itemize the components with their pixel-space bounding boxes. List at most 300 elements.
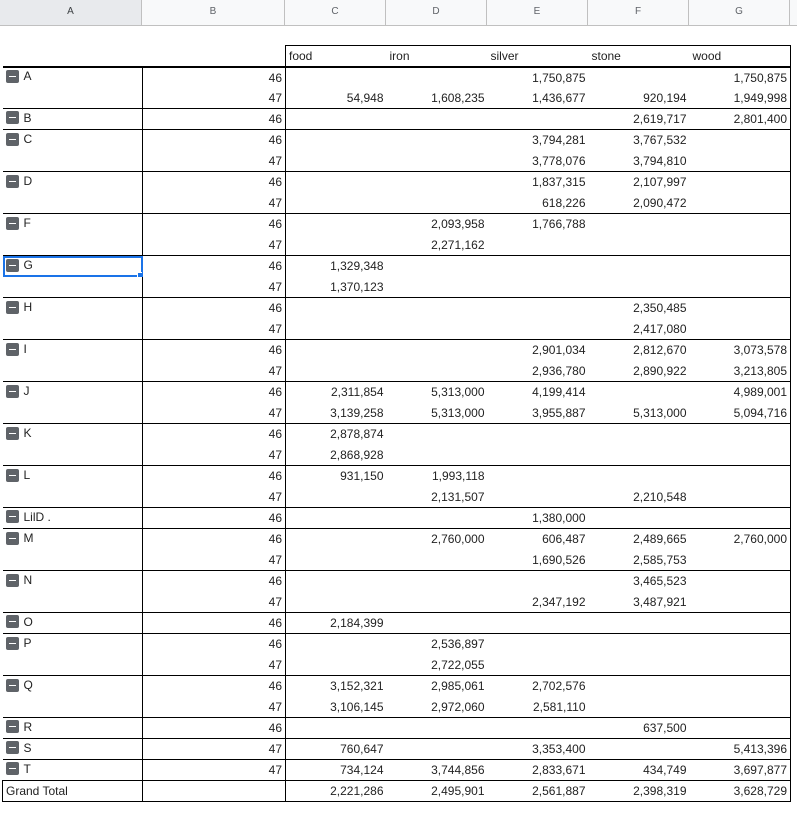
value-cell[interactable] xyxy=(690,508,791,529)
value-cell[interactable]: 3,487,921 xyxy=(633,594,687,609)
value-cell[interactable] xyxy=(286,487,387,508)
value-cell[interactable]: 1,949,998 xyxy=(690,88,791,109)
pivot-row xyxy=(3,403,791,424)
value-cell[interactable] xyxy=(488,445,589,466)
column-header-f[interactable]: F xyxy=(588,0,689,25)
group-cell[interactable] xyxy=(3,193,143,214)
value-cell[interactable] xyxy=(690,256,791,277)
group-cell[interactable] xyxy=(3,466,143,487)
value-cell[interactable] xyxy=(690,466,791,487)
row-key-cell[interactable]: 47 xyxy=(143,655,286,676)
value-cell[interactable]: 5,313,000 xyxy=(387,382,488,403)
value-cell[interactable] xyxy=(387,613,488,634)
value-cell[interactable]: 5,313,000 xyxy=(633,405,687,420)
group-cell[interactable] xyxy=(3,634,143,655)
group-header xyxy=(6,342,27,356)
value-cell[interactable] xyxy=(286,529,387,550)
value-cell[interactable]: 3,767,532 xyxy=(589,130,690,151)
value-cell[interactable] xyxy=(286,361,387,382)
value-cell[interactable] xyxy=(589,67,690,88)
value-cell[interactable] xyxy=(589,697,690,718)
value-cell[interactable]: 3,073,578 xyxy=(690,340,791,361)
grand-total-label[interactable]: Grand Total xyxy=(3,781,143,802)
value-cell[interactable] xyxy=(387,256,488,277)
value-cell[interactable]: 618,226 xyxy=(542,195,586,210)
pivot-row xyxy=(3,613,791,634)
value-cell[interactable]: 1,750,875 xyxy=(690,67,791,88)
value-cell[interactable]: 2,878,874 xyxy=(286,424,387,445)
value-cell[interactable] xyxy=(286,193,387,214)
value-cell[interactable] xyxy=(690,592,791,613)
value-cell[interactable] xyxy=(387,550,488,571)
value-cell[interactable]: 2,619,717 xyxy=(589,109,690,130)
value-cell[interactable] xyxy=(488,256,589,277)
selection-fill-handle[interactable] xyxy=(137,272,143,277)
value-cell[interactable] xyxy=(387,445,488,466)
value-cell[interactable] xyxy=(589,214,690,235)
value-cell[interactable] xyxy=(690,235,791,256)
value-cell[interactable] xyxy=(387,109,488,130)
group-cell[interactable] xyxy=(3,340,143,361)
value-cell[interactable] xyxy=(488,298,589,319)
row-key-cell[interactable]: 46 xyxy=(143,634,286,655)
collapse-icon[interactable] xyxy=(6,741,19,754)
row-key-cell[interactable]: 47 xyxy=(143,361,286,382)
value-cell[interactable] xyxy=(387,193,488,214)
group-cell[interactable] xyxy=(3,88,143,109)
value-cell[interactable] xyxy=(690,151,791,172)
group-cell[interactable] xyxy=(3,130,143,151)
group-cell[interactable] xyxy=(3,235,143,256)
value-cell[interactable]: 2,936,780 xyxy=(532,363,586,378)
value-cell[interactable]: 3,106,145 xyxy=(330,699,384,714)
row-key-cell[interactable]: 46 xyxy=(143,424,286,445)
collapse-icon[interactable] xyxy=(6,510,19,523)
value-cell[interactable]: 3,465,523 xyxy=(589,571,690,592)
value-cell[interactable] xyxy=(690,613,791,634)
row-key-cell[interactable]: 46 xyxy=(143,466,286,487)
group-cell[interactable] xyxy=(3,508,143,529)
value-cell[interactable] xyxy=(589,256,690,277)
value-cell[interactable]: 4,199,414 xyxy=(488,382,589,403)
row-key-cell[interactable]: 46 xyxy=(143,676,286,697)
collapse-icon[interactable] xyxy=(6,720,19,733)
value-cell[interactable] xyxy=(488,109,589,130)
group-cell[interactable] xyxy=(3,277,143,298)
pivot-column-header-4[interactable]: wood xyxy=(690,46,791,67)
value-cell[interactable]: 2,107,997 xyxy=(589,172,690,193)
value-cell[interactable]: 1,766,788 xyxy=(488,214,589,235)
group-cell[interactable] xyxy=(3,151,143,172)
value-cell[interactable] xyxy=(690,424,791,445)
pivot-row xyxy=(3,130,791,151)
value-cell[interactable]: 2,833,671 xyxy=(488,760,589,781)
group-cell[interactable] xyxy=(3,382,143,403)
value-cell[interactable] xyxy=(690,718,791,739)
group-cell[interactable] xyxy=(3,592,143,613)
collapse-icon[interactable] xyxy=(6,175,19,188)
value-cell[interactable] xyxy=(488,235,589,256)
value-cell[interactable]: 1,837,315 xyxy=(488,172,589,193)
pivot-column-header-2[interactable]: silver xyxy=(488,46,589,67)
value-cell[interactable]: 2,093,958 xyxy=(387,214,488,235)
value-cell[interactable] xyxy=(286,508,387,529)
value-cell[interactable] xyxy=(387,424,488,445)
group-cell[interactable] xyxy=(3,655,143,676)
group-header xyxy=(6,384,30,398)
value-cell[interactable]: 2,581,110 xyxy=(533,699,586,714)
value-cell[interactable] xyxy=(589,277,690,298)
grand-total-value[interactable]: 3,628,729 xyxy=(690,781,791,802)
value-cell[interactable] xyxy=(387,718,488,739)
value-cell[interactable]: 5,313,000 xyxy=(431,405,485,420)
value-cell[interactable] xyxy=(286,571,387,592)
value-cell[interactable]: 3,794,810 xyxy=(633,153,687,168)
value-cell[interactable]: 3,778,076 xyxy=(532,153,586,168)
value-cell[interactable] xyxy=(286,319,387,340)
pivot-row xyxy=(3,109,791,130)
value-cell[interactable] xyxy=(488,487,589,508)
value-cell[interactable]: 3,213,805 xyxy=(690,361,791,382)
group-cell[interactable] xyxy=(3,739,143,760)
value-cell[interactable] xyxy=(690,277,791,298)
group-label: T xyxy=(23,761,31,776)
value-cell[interactable] xyxy=(286,592,387,613)
row-key-cell[interactable]: 47 xyxy=(143,739,286,760)
collapse-icon[interactable] xyxy=(6,469,19,482)
value-cell[interactable]: 2,347,192 xyxy=(532,594,586,609)
value-cell[interactable] xyxy=(690,655,791,676)
value-cell[interactable]: 2,760,000 xyxy=(387,529,488,550)
collapse-icon[interactable] xyxy=(6,259,19,272)
collapse-icon[interactable] xyxy=(6,301,19,314)
collapse-icon[interactable] xyxy=(6,762,19,775)
value-cell[interactable] xyxy=(690,298,791,319)
value-cell[interactable]: 1,690,526 xyxy=(532,552,586,567)
group-cell[interactable] xyxy=(3,214,143,235)
value-cell[interactable]: 1,329,348 xyxy=(286,256,387,277)
row-key-cell[interactable]: 46 xyxy=(143,613,286,634)
grand-total-value[interactable]: 2,495,901 xyxy=(387,781,488,802)
value-cell[interactable] xyxy=(387,340,488,361)
value-cell[interactable] xyxy=(690,445,791,466)
value-cell[interactable] xyxy=(488,613,589,634)
row-key-cell[interactable]: 47 xyxy=(143,487,286,508)
row-key-cell[interactable]: 47 xyxy=(143,550,286,571)
value-cell[interactable] xyxy=(690,130,791,151)
value-cell[interactable] xyxy=(589,613,690,634)
row-key-cell[interactable]: 47 xyxy=(143,760,286,781)
row-key-cell[interactable]: 46 xyxy=(143,718,286,739)
value-cell[interactable]: 2,311,854 xyxy=(286,382,387,403)
value-cell[interactable]: 2,350,485 xyxy=(589,298,690,319)
row-key-cell[interactable]: 46 xyxy=(143,508,286,529)
collapse-icon[interactable] xyxy=(6,637,19,650)
value-cell[interactable]: 3,794,281 xyxy=(488,130,589,151)
value-cell[interactable] xyxy=(286,718,387,739)
value-cell[interactable]: 3,955,887 xyxy=(532,405,586,420)
row-key-cell[interactable]: 47 xyxy=(143,403,286,424)
value-cell[interactable]: 3,139,258 xyxy=(330,405,384,420)
value-cell[interactable] xyxy=(488,718,589,739)
value-cell[interactable]: 2,271,162 xyxy=(431,237,485,252)
group-cell[interactable] xyxy=(3,718,143,739)
value-cell[interactable] xyxy=(488,634,589,655)
group-header xyxy=(6,720,33,734)
group-cell[interactable] xyxy=(3,361,143,382)
group-cell[interactable] xyxy=(3,109,143,130)
value-cell[interactable] xyxy=(286,235,387,256)
value-cell[interactable]: 2,585,753 xyxy=(633,552,687,567)
pivot-row xyxy=(3,172,791,193)
value-cell[interactable] xyxy=(286,298,387,319)
value-cell[interactable]: 2,210,548 xyxy=(633,489,687,504)
group-cell[interactable] xyxy=(3,697,143,718)
pivot-row xyxy=(3,340,791,361)
group-label: D xyxy=(23,174,33,188)
row-key-cell[interactable]: 46 xyxy=(143,214,286,235)
value-cell[interactable]: 2,972,060 xyxy=(431,699,485,714)
column-header-c[interactable]: C xyxy=(285,0,386,25)
value-cell[interactable]: 2,812,670 xyxy=(589,340,690,361)
value-cell[interactable] xyxy=(387,130,488,151)
value-cell[interactable] xyxy=(387,508,488,529)
value-cell[interactable] xyxy=(488,571,589,592)
grand-total-value[interactable]: 2,221,286 xyxy=(286,781,387,802)
group-cell[interactable] xyxy=(3,550,143,571)
value-cell[interactable] xyxy=(488,319,589,340)
row-key-cell[interactable]: 46 xyxy=(143,256,286,277)
value-cell[interactable] xyxy=(387,298,488,319)
value-cell[interactable] xyxy=(286,655,387,676)
pivot-row xyxy=(3,256,791,277)
row-key-cell[interactable]: 47 xyxy=(143,151,286,172)
row-key-cell[interactable]: 47 xyxy=(143,235,286,256)
pivot-column-header-1[interactable]: iron xyxy=(387,46,488,67)
row-key-cell[interactable]: 47 xyxy=(143,319,286,340)
value-cell[interactable]: 1,993,118 xyxy=(387,466,488,487)
column-header-b[interactable]: B xyxy=(142,0,285,25)
value-cell[interactable]: 3,697,877 xyxy=(690,760,791,781)
value-cell[interactable] xyxy=(387,739,488,760)
row-key-cell[interactable]: 46 xyxy=(143,340,286,361)
value-cell[interactable] xyxy=(690,172,791,193)
value-cell[interactable] xyxy=(286,130,387,151)
value-cell[interactable]: 2,702,576 xyxy=(488,676,589,697)
value-cell[interactable] xyxy=(488,277,589,298)
value-cell[interactable] xyxy=(690,571,791,592)
collapse-icon[interactable] xyxy=(6,385,19,398)
value-cell[interactable]: 760,647 xyxy=(286,739,387,760)
group-label: O xyxy=(23,614,33,629)
grand-total-value[interactable]: 2,561,887 xyxy=(488,781,589,802)
value-cell[interactable] xyxy=(286,109,387,130)
pivot-row xyxy=(3,508,791,529)
group-cell[interactable] xyxy=(3,487,143,508)
value-cell[interactable] xyxy=(286,67,387,88)
value-cell[interactable] xyxy=(387,277,488,298)
row-key-cell[interactable]: 46 xyxy=(143,298,286,319)
value-cell[interactable] xyxy=(286,151,387,172)
value-cell[interactable]: 5,094,716 xyxy=(690,403,791,424)
group-cell[interactable] xyxy=(3,529,143,550)
row-key-cell[interactable]: 47 xyxy=(143,697,286,718)
group-label: LilD . xyxy=(23,509,51,524)
group-cell[interactable] xyxy=(3,613,143,634)
value-cell[interactable] xyxy=(690,214,791,235)
group-header xyxy=(6,741,32,755)
collapse-icon[interactable] xyxy=(6,574,19,587)
value-cell[interactable]: 2,890,922 xyxy=(633,363,687,378)
value-cell[interactable] xyxy=(690,319,791,340)
group-cell[interactable] xyxy=(3,445,143,466)
value-cell[interactable]: 2,901,034 xyxy=(488,340,589,361)
value-cell[interactable] xyxy=(589,508,690,529)
value-cell[interactable] xyxy=(589,382,690,403)
row-key-cell[interactable]: 46 xyxy=(143,109,286,130)
value-cell[interactable] xyxy=(387,67,488,88)
row-key-cell[interactable]: 46 xyxy=(143,571,286,592)
collapse-icon[interactable] xyxy=(6,70,19,83)
value-cell[interactable]: 1,608,235 xyxy=(431,90,485,105)
pivot-row xyxy=(3,634,791,655)
value-cell[interactable] xyxy=(589,739,690,760)
value-cell[interactable]: 2,489,665 xyxy=(589,529,690,550)
row-key-cell[interactable]: 46 xyxy=(143,382,286,403)
value-cell[interactable] xyxy=(690,193,791,214)
value-cell[interactable]: 2,760,000 xyxy=(690,529,791,550)
value-cell[interactable]: 2,131,507 xyxy=(431,489,485,504)
value-cell[interactable]: 2,184,399 xyxy=(286,613,387,634)
value-cell[interactable]: 606,487 xyxy=(488,529,589,550)
group-label: I xyxy=(23,342,27,356)
value-cell[interactable] xyxy=(589,445,690,466)
value-cell[interactable]: 3,744,856 xyxy=(387,760,488,781)
value-cell[interactable] xyxy=(589,676,690,697)
value-cell[interactable]: 2,868,928 xyxy=(330,447,384,462)
pivot-row xyxy=(3,214,791,235)
group-cell[interactable] xyxy=(3,760,143,781)
value-cell[interactable]: 2,985,061 xyxy=(387,676,488,697)
value-cell[interactable]: 637,500 xyxy=(589,718,690,739)
row-key-cell[interactable]: 47 xyxy=(143,592,286,613)
value-cell[interactable] xyxy=(690,697,791,718)
value-cell[interactable] xyxy=(589,466,690,487)
collapse-icon[interactable] xyxy=(6,427,19,440)
value-cell[interactable]: 3,152,321 xyxy=(286,676,387,697)
value-cell[interactable] xyxy=(387,151,488,172)
value-cell[interactable]: 2,801,400 xyxy=(690,109,791,130)
group-cell[interactable] xyxy=(3,319,143,340)
value-cell[interactable]: 1,370,123 xyxy=(330,279,384,294)
value-cell[interactable]: 434,749 xyxy=(589,760,690,781)
group-cell[interactable] xyxy=(3,172,143,193)
value-cell[interactable]: 1,380,000 xyxy=(488,508,589,529)
group-cell[interactable] xyxy=(3,424,143,445)
value-cell[interactable] xyxy=(387,571,488,592)
group-cell[interactable] xyxy=(3,256,143,277)
value-cell[interactable] xyxy=(690,487,791,508)
value-cell[interactable]: 931,150 xyxy=(286,466,387,487)
value-cell[interactable]: 1,750,875 xyxy=(488,67,589,88)
grand-total-blank[interactable] xyxy=(143,781,286,802)
value-cell[interactable] xyxy=(286,172,387,193)
group-cell[interactable] xyxy=(3,67,143,88)
group-cell[interactable] xyxy=(3,403,143,424)
value-cell[interactable] xyxy=(387,319,488,340)
value-cell[interactable]: 2,536,897 xyxy=(387,634,488,655)
value-cell[interactable] xyxy=(690,676,791,697)
value-cell[interactable]: 54,948 xyxy=(346,90,384,105)
value-cell[interactable] xyxy=(387,361,488,382)
value-cell[interactable] xyxy=(286,634,387,655)
collapse-icon[interactable] xyxy=(6,679,19,692)
group-cell[interactable] xyxy=(3,298,143,319)
column-header-d[interactable]: D xyxy=(386,0,487,25)
value-cell[interactable]: 2,090,472 xyxy=(633,195,687,210)
value-cell[interactable]: 1,436,677 xyxy=(532,90,586,105)
pivot-column-header-3[interactable]: stone xyxy=(589,46,690,67)
value-cell[interactable]: 2,722,055 xyxy=(431,657,485,672)
column-header-e[interactable]: E xyxy=(487,0,588,25)
value-cell[interactable] xyxy=(286,214,387,235)
row-key-cell[interactable]: 46 xyxy=(143,172,286,193)
value-cell[interactable] xyxy=(589,634,690,655)
pivot-column-header-0[interactable]: food xyxy=(286,46,387,67)
group-cell[interactable] xyxy=(3,676,143,697)
grand-total-value[interactable]: 2,398,319 xyxy=(589,781,690,802)
row-key-cell[interactable]: 47 xyxy=(143,277,286,298)
value-cell[interactable] xyxy=(286,550,387,571)
value-cell[interactable] xyxy=(690,634,791,655)
value-cell[interactable] xyxy=(589,235,690,256)
row-key-cell[interactable]: 46 xyxy=(143,130,286,151)
value-cell[interactable]: 3,353,400 xyxy=(488,739,589,760)
value-cell[interactable]: 2,417,080 xyxy=(633,321,687,336)
row-key-cell[interactable]: 47 xyxy=(143,88,286,109)
value-cell[interactable] xyxy=(387,172,488,193)
value-cell[interactable] xyxy=(286,340,387,361)
collapse-icon[interactable] xyxy=(6,111,19,124)
column-header-a[interactable]: A xyxy=(0,0,142,25)
collapse-icon[interactable] xyxy=(6,615,19,628)
group-header xyxy=(6,258,33,272)
value-cell[interactable] xyxy=(488,655,589,676)
row-key-cell[interactable]: 46 xyxy=(143,529,286,550)
group-cell[interactable] xyxy=(3,571,143,592)
collapse-icon[interactable] xyxy=(6,343,19,356)
value-cell[interactable] xyxy=(488,424,589,445)
value-cell[interactable] xyxy=(589,424,690,445)
column-header-g[interactable]: G xyxy=(689,0,790,25)
row-key-cell[interactable]: 47 xyxy=(143,193,286,214)
row-key-cell[interactable]: 47 xyxy=(143,445,286,466)
value-cell[interactable] xyxy=(387,592,488,613)
value-cell[interactable]: 734,124 xyxy=(286,760,387,781)
pivot-row xyxy=(3,445,791,466)
value-cell[interactable] xyxy=(488,466,589,487)
row-key-cell[interactable]: 46 xyxy=(143,67,286,88)
pivot-row xyxy=(3,151,791,172)
value-cell[interactable]: 5,413,396 xyxy=(690,739,791,760)
collapse-icon[interactable] xyxy=(6,133,19,146)
collapse-icon[interactable] xyxy=(6,217,19,230)
value-cell[interactable] xyxy=(589,655,690,676)
value-cell[interactable] xyxy=(690,550,791,571)
value-cell[interactable]: 920,194 xyxy=(643,90,687,105)
value-cell[interactable]: 4,989,001 xyxy=(690,382,791,403)
collapse-icon[interactable] xyxy=(6,532,19,545)
